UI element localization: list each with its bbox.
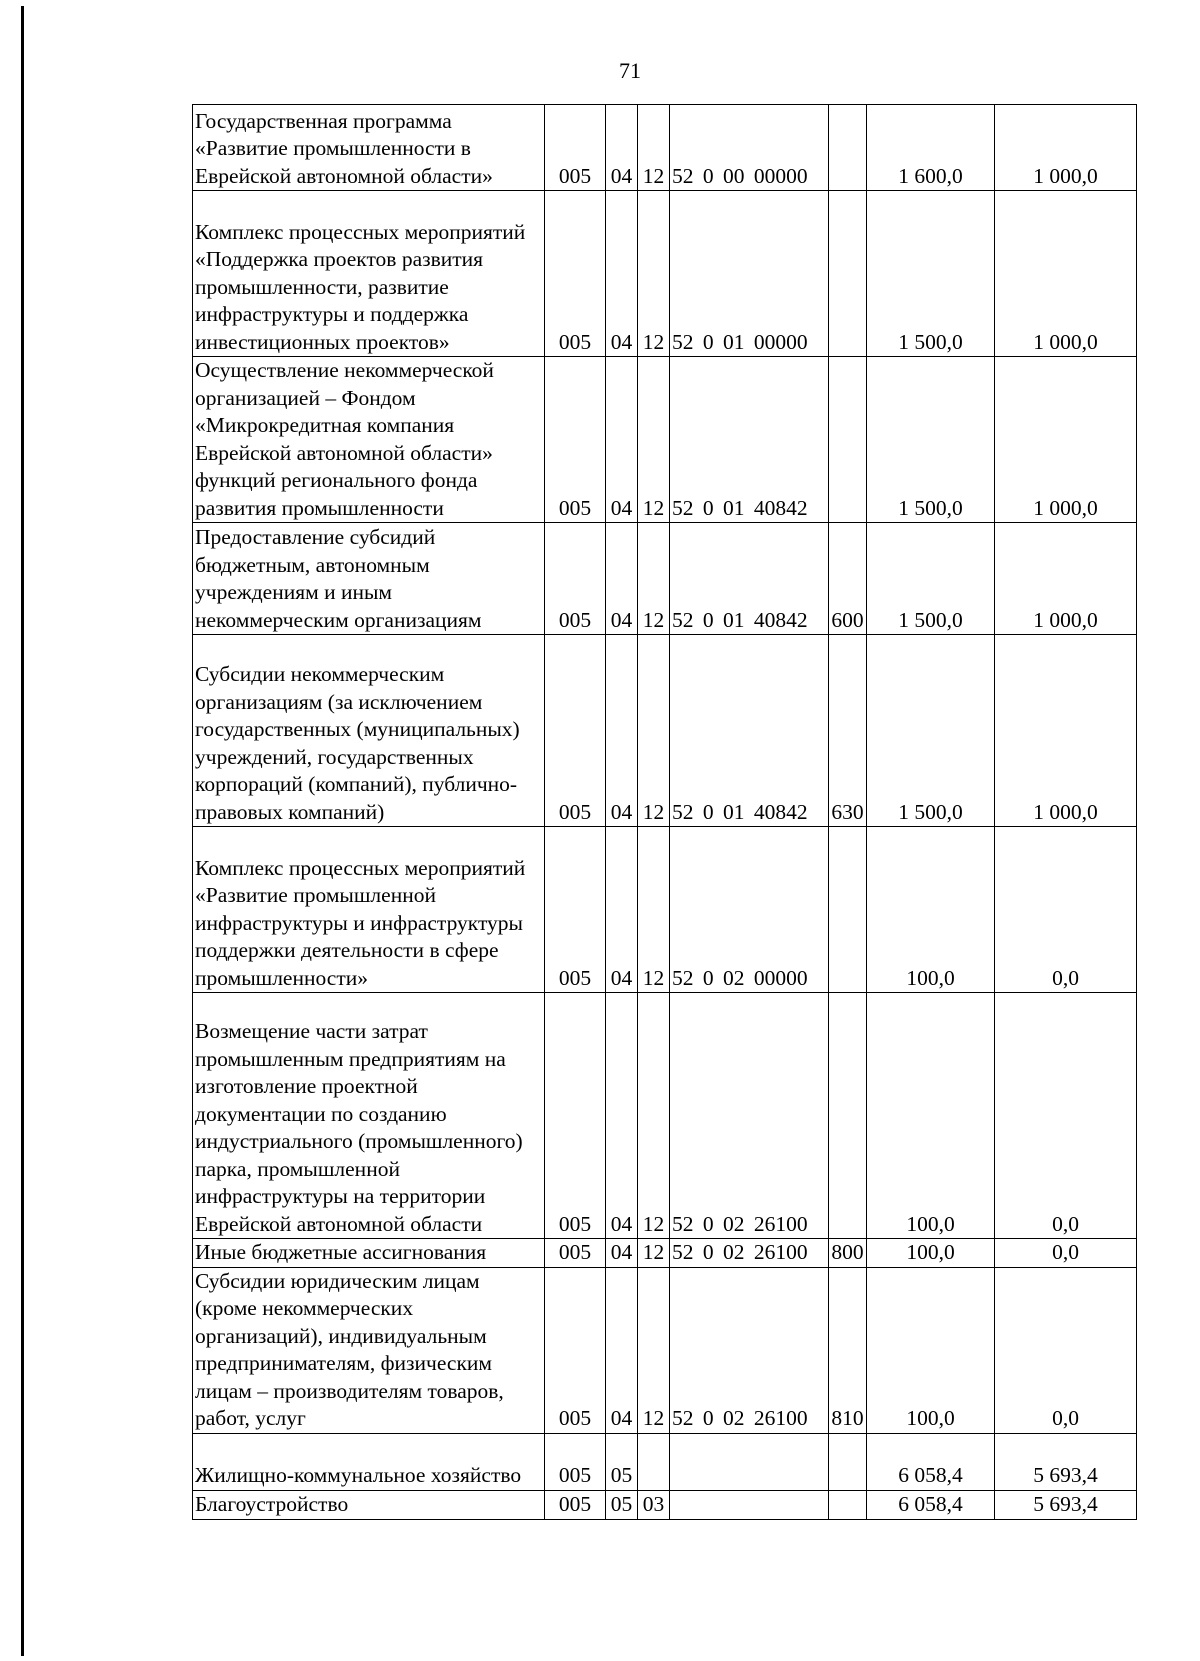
- section-code: 04: [606, 191, 638, 357]
- ministry-code: 005: [545, 1267, 606, 1433]
- amount-year-2: 0,0: [995, 1239, 1137, 1268]
- ministry-code: 005: [545, 105, 606, 191]
- row-name: Предоставление субсидий бюджетным, автономным учреждениям и иным некоммерческим организациям: [193, 523, 545, 635]
- scan-margin-line: [21, 6, 24, 1656]
- amount-year-2: 5 693,4: [995, 1490, 1137, 1519]
- subsection-code: 12: [638, 191, 670, 357]
- expense-type-code: [829, 993, 867, 1239]
- row-name: Иные бюджетные ассигнования: [193, 1239, 545, 1268]
- amount-year-2: 1 000,0: [995, 191, 1137, 357]
- amount-year-2: 1 000,0: [995, 105, 1137, 191]
- amount-year-1: 100,0: [867, 1239, 995, 1268]
- target-article-code: 52 0 02 00000: [670, 827, 829, 993]
- amount-year-1: 6 058,4: [867, 1433, 995, 1490]
- row-name: Возмещение части затрат промышленным предприятиям на изготовление проектной документации по созданию индустриального (промышленного) парка, промышленной инфраструктуры на территории Еврейской автономной области: [193, 993, 545, 1239]
- subsection-code: 12: [638, 1267, 670, 1433]
- ministry-code: 005: [545, 993, 606, 1239]
- table-row: [193, 1239, 1137, 1268]
- ministry-code: 005: [545, 1490, 606, 1519]
- section-code: 04: [606, 635, 638, 827]
- subsection-code: [638, 1433, 670, 1490]
- table-row: [193, 191, 1137, 357]
- table-row: [193, 1433, 1137, 1490]
- row-name: Субсидии некоммерческим организациям (за исключением государственных (муниципальных) учреждений, государственных корпораций (компаний), публично-правовых компаний): [193, 635, 545, 827]
- section-code: 04: [606, 827, 638, 993]
- subsection-code: 12: [638, 1239, 670, 1268]
- ministry-code: 005: [545, 1239, 606, 1268]
- subsection-code: 12: [638, 827, 670, 993]
- section-code: 05: [606, 1433, 638, 1490]
- amount-year-1: 1 500,0: [867, 635, 995, 827]
- target-article-code: 52 0 02 26100: [670, 1239, 829, 1268]
- amount-year-1: 1 600,0: [867, 105, 995, 191]
- amount-year-2: 0,0: [995, 993, 1137, 1239]
- subsection-code: 12: [638, 523, 670, 635]
- amount-year-1: 1 500,0: [867, 523, 995, 635]
- ministry-code: 005: [545, 357, 606, 523]
- table-row: [193, 105, 1137, 191]
- expense-type-code: [829, 191, 867, 357]
- expense-type-code: [829, 105, 867, 191]
- expense-type-code: 630: [829, 635, 867, 827]
- amount-year-2: 0,0: [995, 827, 1137, 993]
- expense-type-code: [829, 827, 867, 993]
- target-article-code: [670, 1490, 829, 1519]
- section-code: 04: [606, 357, 638, 523]
- row-name: Государственная программа «Развитие промышленности в Еврейской автономной области»: [193, 105, 545, 191]
- expense-type-code: 810: [829, 1267, 867, 1433]
- table-row: [193, 1490, 1137, 1519]
- row-name: Жилищно-коммунальное хозяйство: [193, 1433, 545, 1490]
- amount-year-1: 100,0: [867, 827, 995, 993]
- expense-type-code: [829, 357, 867, 523]
- section-code: 04: [606, 1239, 638, 1268]
- subsection-code: 03: [638, 1490, 670, 1519]
- target-article-code: 52 0 01 00000: [670, 191, 829, 357]
- amount-year-1: 1 500,0: [867, 357, 995, 523]
- ministry-code: 005: [545, 827, 606, 993]
- amount-year-2: 1 000,0: [995, 635, 1137, 827]
- row-name: Комплекс процессных мероприятий «Развитие промышленной инфраструктуры и инфраструктуры поддержки деятельности в сфере промышленности»: [193, 827, 545, 993]
- expense-type-code: [829, 1490, 867, 1519]
- subsection-code: 12: [638, 105, 670, 191]
- subsection-code: 12: [638, 357, 670, 523]
- page-number: 71: [619, 58, 641, 83]
- row-name: Благоустройство: [193, 1490, 545, 1519]
- table-row: [193, 635, 1137, 827]
- section-code: 04: [606, 523, 638, 635]
- expense-type-code: [829, 1433, 867, 1490]
- ministry-code: 005: [545, 1433, 606, 1490]
- target-article-code: [670, 1433, 829, 1490]
- target-article-code: 52 0 02 26100: [670, 993, 829, 1239]
- target-article-code: 52 0 00 00000: [670, 105, 829, 191]
- amount-year-2: 5 693,4: [995, 1433, 1137, 1490]
- ministry-code: 005: [545, 191, 606, 357]
- table-row: [193, 523, 1137, 635]
- section-code: 04: [606, 1267, 638, 1433]
- section-code: 04: [606, 105, 638, 191]
- table-row: [193, 1267, 1137, 1433]
- expense-type-code: 600: [829, 523, 867, 635]
- amount-year-1: 100,0: [867, 1267, 995, 1433]
- amount-year-1: 1 500,0: [867, 191, 995, 357]
- expense-type-code: 800: [829, 1239, 867, 1268]
- table-row: [193, 827, 1137, 993]
- target-article-code: 52 0 02 26100: [670, 1267, 829, 1433]
- target-article-code: 52 0 01 40842: [670, 523, 829, 635]
- ministry-code: 005: [545, 523, 606, 635]
- amount-year-1: 100,0: [867, 993, 995, 1239]
- ministry-code: 005: [545, 635, 606, 827]
- subsection-code: 12: [638, 993, 670, 1239]
- amount-year-2: 1 000,0: [995, 357, 1137, 523]
- row-name: Осуществление некоммерческой организацией – Фондом «Микрокредитная компания Еврейской автономной области» функций регионального фонда развития промышленности: [193, 357, 545, 523]
- amount-year-2: 0,0: [995, 1267, 1137, 1433]
- target-article-code: 52 0 01 40842: [670, 357, 829, 523]
- table-row: [193, 993, 1137, 1239]
- row-name: Комплекс процессных мероприятий «Поддержка проектов развития промышленности, развитие инфраструктуры и поддержка инвестиционных проектов»: [193, 191, 545, 357]
- section-code: 04: [606, 993, 638, 1239]
- row-name: Субсидии юридическим лицам (кроме некоммерческих организаций), индивидуальным предпринимателям, физическим лицам – производителям товаров, работ, услуг: [193, 1267, 545, 1433]
- amount-year-1: 6 058,4: [867, 1490, 995, 1519]
- section-code: 05: [606, 1490, 638, 1519]
- target-article-code: 52 0 01 40842: [670, 635, 829, 827]
- subsection-code: 12: [638, 635, 670, 827]
- budget-table: [192, 104, 1137, 1520]
- table-row: [193, 357, 1137, 523]
- amount-year-2: 1 000,0: [995, 523, 1137, 635]
